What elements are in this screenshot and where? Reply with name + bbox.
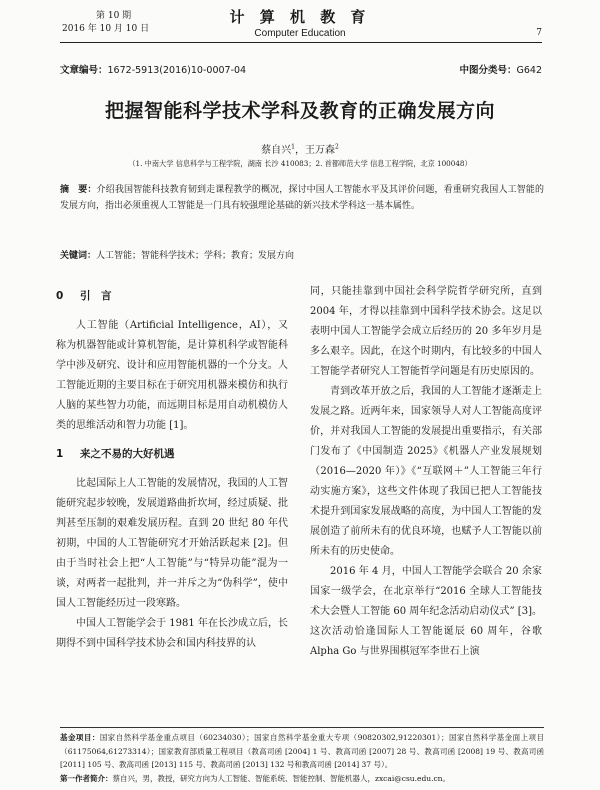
article-number-label: 文章编号： [60, 65, 108, 76]
clc-value: G642 [516, 65, 542, 76]
running-header-center [0, 6, 600, 39]
abstract-label: 摘 要： [60, 185, 97, 195]
section-title: 来之不易的大好机遇 [80, 448, 175, 460]
issue-number: 第 10 期 [96, 11, 132, 21]
footnote-rule [60, 727, 544, 728]
abstract-text: 介绍我国智能科技教育韧到走课程教学的概况，探讨中国人工智能水平及其评价问题，看重研究我国人工智能的发展方向，指出必须重视人工智能是一门具有较强理论基础的新兴技术学科这一基本属性。 [60, 185, 544, 211]
paragraph-continued: 同，只能挂靠到中国社会科学院哲学研究所，直到 2004 年，才得以挂靠到中国科学技术协会。这足以表明中国人工智能学会成立后经历的 20 多年岁月是多么艰辛。因此，在这个时期内，有比较多的中国人工智能学者研究人工智能哲学问题是有历史原因的。 [310, 286, 542, 377]
journal-title: 计 算 机 教 育 [229, 8, 371, 26]
keywords [60, 248, 544, 264]
article-number-value: 1672-5913(2016)10-0007-04 [107, 65, 247, 76]
body-column-right [310, 282, 542, 662]
author-2-sup: 2 [335, 143, 339, 151]
funding-text: 国家自然科学基金重点项目（60234030）；国家自然科学基金重大专项（90820302,91220301）；国家自然科学基金面上项目（61175064,61273314）；国家教育部质量工程项目（教高司函 [2004] 1 号、教高司函 [2007] 28 号、教高司函 [2008] 19 号、教高司函 [2011] 105 号、教高司函 [2013] 115 号、教高司函 [2013] 132 号和教高司函 [2014] 37 号）。 [60, 733, 545, 769]
section-number: 1 [56, 448, 64, 460]
issue-date: 2016 年 10 月 10 日 [62, 24, 150, 34]
section-heading-0 [56, 286, 288, 306]
section-title: 引 言 [80, 290, 112, 302]
paragraph: 青到改革开放之后，我国的人工智能才逐渐走上发展之路。近两年来，国家领导人对人工智能高度评价，并对我国人工智能的发展提出重要指示，有关部门发布了《中国制造 2025》《机器人产业发展规划（2016—2020 年）》《“互联网＋”人工智能三年行动实施方案》，这些文件体现了我国已把人工智能技术提升到国家发展战略的高度，为中国人工智能的发展创造了前所未有的优良环境，也赋予人工智能以前所未有的历史使命。 [310, 386, 542, 557]
paragraph: 2016 年 4 月，中国人工智能学会联合 20 余家国家一级学会，在北京举行“2016 全球人工智能技术大会暨人工智能 60 周年纪念活动启动仪式” [3]。这次活动恰逢国际人工智能诞辰 60 周年，谷歌 Alpha Go 与世界围棋冠军李世石上演 [310, 566, 542, 657]
author-note-text: 蔡自兴，男，教授，研究方向为人工智能、智能系统、智能控制、智能机器人，zxcai@csu.edu.cn。 [112, 773, 450, 783]
author-list [0, 141, 600, 156]
article-number [60, 62, 246, 76]
paragraph: 人工智能（Artificial Intelligence，AI），又称为机器智能或计算机智能，是计算机科学或智能科学中涉及研究、设计和应用智能机器的一个分支。人工智能近期的主要目标在于研究用机器来模仿和执行人脑的某些智力功能，而远期目标是用自动机模仿人类的思维活动和智力功能 [1]。 [56, 320, 288, 431]
keywords-label: 关键词： [60, 251, 97, 261]
article-title: 把握智能科学技术学科及教育的正确发展方向 [104, 100, 495, 122]
affiliation: （1. 中南大学 信息科学与工程学院，湖南 长沙 410083；2. 首都师范大学 信息工程学院，北京 100048） [128, 159, 472, 168]
author-separator: ， [295, 145, 305, 156]
clc-label: 中图分类号： [459, 65, 517, 76]
abstract [60, 182, 544, 214]
keywords-text: 人工智能；智能科学技术；学科；教育；发展方向 [96, 251, 295, 261]
body-column-left [56, 282, 288, 654]
author-2: 王万森 [305, 145, 335, 156]
page-number: 7 [536, 28, 542, 38]
author-note-label: 第一作者简介： [60, 773, 113, 783]
section-heading-1 [56, 444, 288, 464]
clc-number [459, 62, 542, 76]
author-1: 蔡自兴 [261, 145, 292, 156]
footnotes [60, 731, 544, 785]
author-note [60, 772, 544, 786]
paragraph: 中国人工智能学会于 1981 年在长沙成立后，长期得不到中国科学技术协会和国内科技界的认 [56, 618, 288, 649]
section-number: 0 [56, 290, 64, 302]
funding-note [60, 731, 544, 772]
author-1-sup: 1 [291, 143, 295, 151]
header-rule [60, 42, 542, 43]
funding-label: 基金项目： [60, 733, 100, 742]
paragraph: 比起国际上人工智能的发展情况，我国的人工智能研究起步较晚，发展道路曲折坎坷，经过质疑、批判甚至压制的艰难发展历程。直到 20 世纪 80 年代初期，中国的人工智能研究才开始活跃起来 [2]。但由于当时社会上把“人工智能”与“特异功能”混为一谈，对两者一起批判，并一并斥之为“伪科学”，使中国人工智能经历过一段寒路。 [56, 478, 288, 609]
journal-title-en: Computer Education [254, 28, 346, 39]
